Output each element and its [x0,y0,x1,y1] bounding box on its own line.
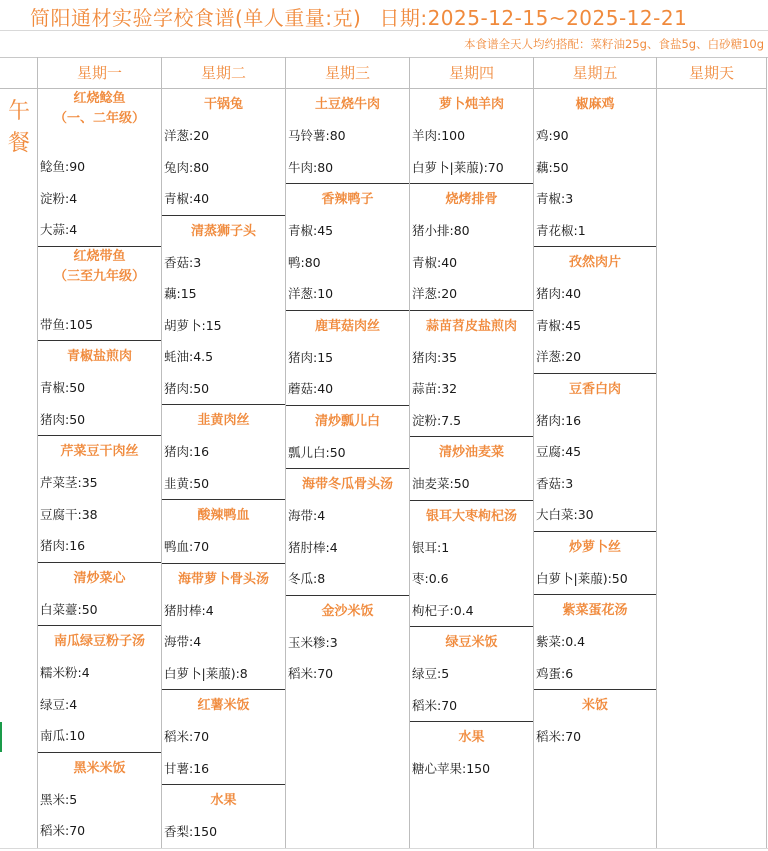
dish-name-line: 红薯米饭 [197,698,250,713]
ingredient-item: 猪肉:16 [40,538,86,553]
dish-name-line: 椒麻鸡 [575,97,615,112]
ingredient-item: 蒜苗:32 [412,381,458,396]
dish-name-line: 萝卜炖羊肉 [438,97,504,112]
ingredient-item: 青花椒:1 [536,222,586,238]
meal-char: 餐 [7,131,30,156]
dish-name [162,89,285,120]
dish-name [286,310,409,342]
ingredient-item: 白萝卜|莱菔):50 [536,570,628,586]
ingredient-item: 鸭:80 [288,254,321,270]
ingredient-item: 瓢儿白:50 [288,444,346,460]
ingredient-item: 牛肉:80 [288,159,334,175]
ingredient-item: 大蒜:4 [40,222,78,237]
ingredient-item: 白萝卜|莱菔):70 [412,159,504,175]
dish-name-line: 青椒盐煎肉 [66,349,132,364]
dish-name [38,752,161,784]
dish-name-line: 海带萝卜骨头汤 [177,571,269,587]
ingredient-item: 猪肘棒:4 [288,539,338,555]
ingredient-item: 藕:50 [536,159,569,175]
ingredient-item: 枸杞子:0.4 [412,602,474,618]
ingredient-item: 青椒:3 [536,191,574,206]
ingredient-item: 蘑菇:40 [288,381,334,396]
dish-name [286,595,409,627]
ingredient-item: 带鱼:105 [40,316,94,332]
column-friday [534,89,656,753]
ingredient-item: 芹菜茎:35 [40,475,98,490]
ingredient-item: 甘薯:16 [164,760,210,776]
ingredient-item: 鲶鱼:90 [40,159,86,174]
ingredient-item: 兔肉:80 [164,159,210,175]
dish-name [534,373,656,405]
ingredient-item: 豆腐干:38 [40,506,98,522]
ingredient-item: 稻米:70 [164,729,210,744]
ingredient-item: 糯米粉:4 [40,665,90,680]
ingredient-item: 稻米:70 [40,823,86,838]
dish-name [162,215,285,247]
dish-name [38,89,161,151]
ingredient-item: 洋葱:10 [288,286,334,301]
ingredient-item: 玉米糁:3 [288,634,338,650]
dish-name [410,89,533,120]
ingredient-item: 白萝卜|莱菔):8 [164,665,248,681]
day-header-fri: 星期五 [534,58,656,89]
ingredient-item: 稻米:70 [288,666,334,681]
day-header-sun: 星期天 [657,58,766,89]
ingredient-item: 青椒:50 [40,380,86,395]
dish-name [410,183,533,215]
dish-name [534,689,656,721]
ingredient-item: 猪肉:16 [536,412,582,428]
column-monday [38,89,161,847]
dish-name [38,625,161,657]
meal-label-lunch [6,96,32,160]
dish-name [410,721,533,753]
day-header-tue: 星期二 [162,58,285,89]
ingredient-item: 洋葱:20 [412,286,458,301]
ingredient-item: 香菇:3 [536,475,574,491]
ingredient-item: 绿豆:4 [40,696,78,712]
dish-name-line: 孜然肉片 [568,255,621,270]
dish-name [38,246,161,309]
column-wednesday [286,89,409,690]
ingredient-item: 淀粉:7.5 [412,412,462,428]
dish-name-line: 土豆烧牛肉 [314,97,380,112]
ingredient-item: 白菜薹:50 [40,601,98,617]
ingredient-item: 绿豆:5 [412,666,450,681]
note-row [0,31,768,58]
ingredient-item: 猪肉:50 [164,380,210,396]
ingredient-item: 鸡蛋:6 [536,665,574,681]
dish-name-line: 绿豆米饭 [445,635,498,650]
dish-name [38,435,161,467]
column-thursday [410,89,533,785]
ingredient-item: 冬瓜:8 [288,571,326,586]
ingredient-item: 猪小排:80 [412,223,470,238]
ingredient-item: 洋葱:20 [164,128,210,143]
dish-name-line: 香辣鸭子 [321,192,374,207]
ingredient-item: 枣:0.6 [412,571,449,586]
ingredient-item: 油麦菜:50 [412,476,470,491]
dish-name-line: 清炒油麦菜 [438,445,504,460]
dish-name-line: 红烧鲶鱼 [73,91,126,106]
ingredient-item: 蚝油:4.5 [164,349,214,364]
dish-name [286,89,409,120]
dish-name [410,626,533,658]
ingredient-item: 黑米:5 [40,791,78,807]
ingredient-item: 海带:4 [288,508,326,523]
dish-name-line: 海带冬瓜骨头汤 [301,477,393,492]
dish-name [286,183,409,215]
menu-title [30,2,687,31]
day-header-thu: 星期四 [410,58,533,89]
ingredient-item: 淀粉:4 [40,190,78,206]
grid-line [656,57,657,848]
dish-name [286,468,409,500]
ingredient-item: 猪肉:16 [164,444,210,459]
dish-name-line: 韭黄肉丝 [197,413,250,428]
dish-name-line: 米饭 [581,698,608,713]
dish-name-line: 蒜苗苕皮盐煎肉 [425,318,517,334]
dish-name [534,246,656,278]
dish-name [162,499,285,531]
ingredient-item: 鸡:90 [536,128,569,143]
dish-name-line: （三至九年级） [53,268,145,284]
dish-name [38,562,161,594]
dish-name-line: 清蒸狮子头 [190,223,256,239]
ingredient-item: 鸭血:70 [164,539,210,554]
day-header-mon: 星期一 [38,58,161,89]
ingredient-item: 青椒:45 [288,223,334,238]
ingredient-item: 猪肘棒:4 [164,602,214,618]
dish-name-line: 炒萝卜丝 [568,539,621,555]
ingredient-item: 稻米:70 [536,729,582,744]
dish-name-line: 水果 [458,730,485,745]
dish-name [38,340,161,372]
day-header-wed: 星期三 [286,58,409,89]
dish-name-line: （一、二年级） [53,111,145,126]
ingredient-item: 藕:15 [164,286,197,301]
dish-name-line: 南瓜绿豆粉子汤 [53,634,145,649]
ingredient-item: 银耳:1 [412,539,450,555]
ingredient-item: 猪肉:35 [412,349,458,365]
dish-name-line: 水果 [210,793,237,808]
dish-name [534,594,656,626]
ingredient-item: 洋葱:20 [536,349,582,364]
dish-name-line: 红烧带鱼 [73,248,126,264]
dish-name-line: 银耳大枣枸杞汤 [425,508,517,524]
ingredient-item: 紫菜:0.4 [536,634,586,649]
ingredient-item: 韭黄:50 [164,475,210,491]
ingredient-item: 稻米:70 [412,697,458,713]
dish-name-line: 豆香白肉 [568,381,621,397]
grid-line [766,57,767,848]
dish-name-line: 芹菜豆干肉丝 [60,444,139,459]
dish-name [534,531,656,563]
dish-name [162,404,285,436]
dish-name-line: 清炒瓢儿白 [314,413,380,429]
dish-name-line: 金沙米饭 [321,603,374,619]
header-left-border [0,88,38,89]
date-range: 日期:2025-12-15~2025-12-21 [379,6,688,30]
row-selection-marker [0,722,2,752]
ingredient-item: 胡萝卜:15 [164,317,222,333]
column-tuesday [162,89,285,848]
title-text: 简阳通材实验学校食谱(单人重量:克) [30,6,362,30]
ingredient-item: 大白菜:30 [536,507,594,522]
ingredient-item: 香菇:3 [164,254,202,270]
dish-name [162,784,285,816]
dish-name [286,405,409,437]
ingredient-item: 豆腐:45 [536,444,582,459]
ingredient-item: 香梨:150 [164,824,218,839]
ingredient-item: 青椒:45 [536,317,582,333]
dish-name [162,689,285,721]
dish-name [162,563,285,595]
dish-name-line: 紫菜蛋花汤 [562,603,628,618]
ingredient-item: 青椒:40 [412,254,458,270]
ingredient-item: 马铃薯:80 [288,128,346,143]
dish-name-line: 干锅兔 [203,97,243,112]
ingredient-item: 羊肉:100 [412,128,466,143]
ingredient-item: 猪肉:15 [288,349,334,365]
meal-char: 午 [7,99,30,124]
ingredient-item: 猪肉:40 [536,286,582,301]
dish-name-line: 清炒菜心 [73,570,126,586]
ingredient-item: 海带:4 [164,634,202,649]
dish-name [410,310,533,342]
ingredient-item: 猪肉:50 [40,411,86,427]
dish-name-line: 酸辣鸭血 [197,508,250,523]
seasoning-note: 本食谱全天人均约搭配：菜籽油25g、食盐5g、白砂糖10g [464,37,764,51]
ingredient-item: 糖心苹果:150 [412,761,491,776]
dish-name-line: 黑米米饭 [73,760,126,776]
dish-name-line: 鹿茸菇肉丝 [314,318,380,334]
ingredient-item: 南瓜:10 [40,728,86,743]
bottom-border [0,848,768,849]
dish-name [410,436,533,468]
title-row [0,0,768,31]
dish-name [534,89,656,120]
ingredient-item: 青椒:40 [164,191,210,206]
dish-name-line: 烧烤排骨 [445,192,498,207]
dish-name [410,500,533,532]
